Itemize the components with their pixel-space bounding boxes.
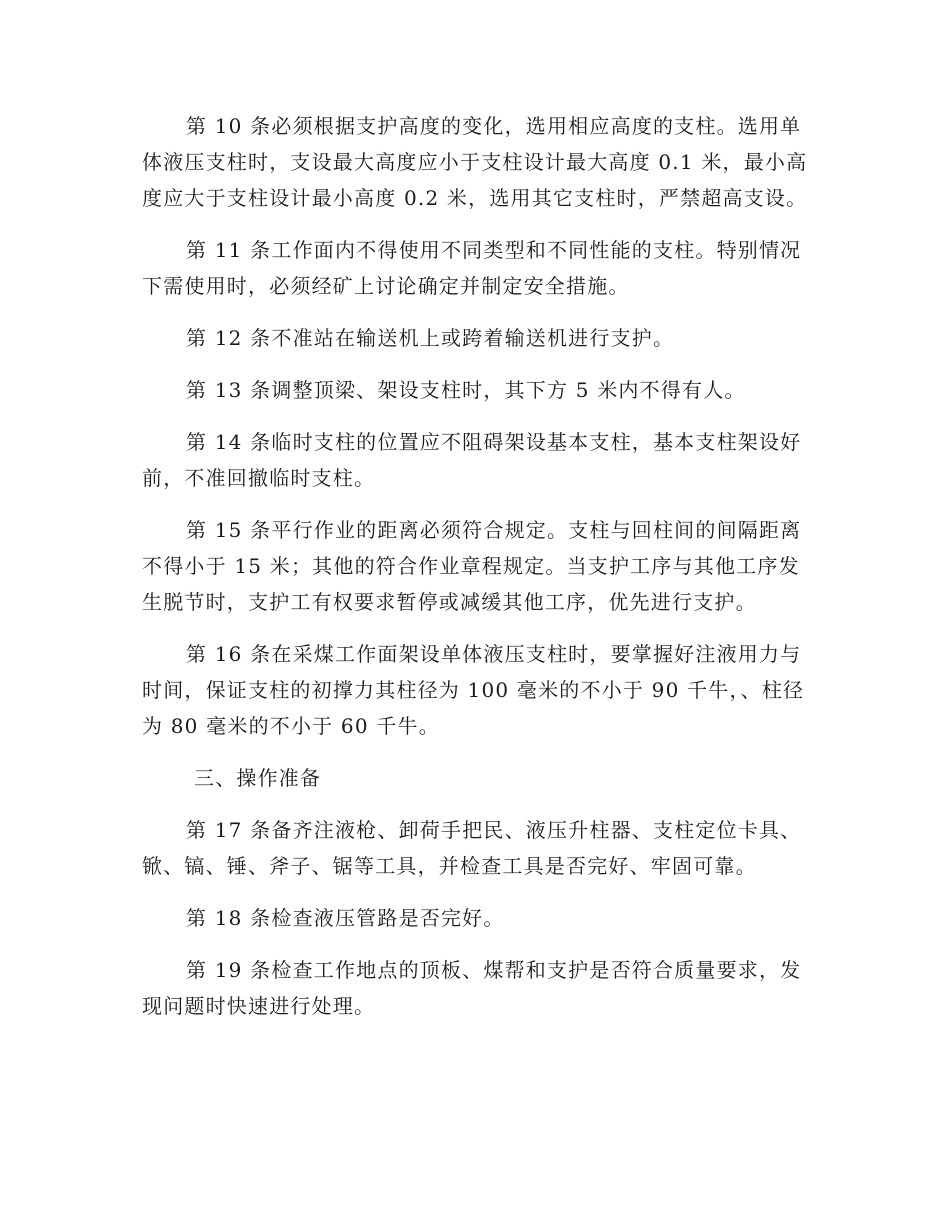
document-body bbox=[142, 108, 808, 1040]
article-11-paragraph: 第 11 条工作面内不得使用不同类型和不同性能的支柱。特别情况下需使用时，必须经矿上讨论确定并制定安全措施。 bbox=[142, 238, 802, 298]
article-19-paragraph: 第 19 条检查工作地点的顶板、煤帮和支护是否符合质量要求，发现问题时快速进行处理。 bbox=[142, 958, 802, 1018]
article-16-paragraph: 第 16 条在采煤工作面架设单体液压支柱时，要掌握好注液用力与时间，保证支柱的初撑力其柱径为 100 毫米的不小于 90 千牛，、柱径为 80 毫米的不小于 60 千牛。 bbox=[142, 642, 805, 738]
article-10-paragraph: 第 10 条必须根据支护高度的变化，选用相应高度的支柱。选用单体液压支柱时，支设最大高度应小于支柱设计最大高度 0.1 米，最小高度应大于支柱设计最小高度 0.2 米，选用其它支柱时，严禁超高支设。 bbox=[142, 114, 808, 210]
article-17-paragraph: 第 17 条备齐注液枪、卸荷手把民、液压升柱器、支柱定位卡具、锨、镐、锤、斧子、锯等工具，并检查工具是否完好、牢固可靠。 bbox=[142, 818, 802, 878]
article-12-paragraph: 第 12 条不准站在输送机上或跨着输送机进行支护。 bbox=[186, 326, 675, 350]
article-13-paragraph: 第 13 条调整顶梁、架设支柱时，其下方 5 米内不得有人。 bbox=[186, 378, 746, 402]
section-heading-operation-prep: 三、操作准备 bbox=[194, 766, 322, 790]
article-14-paragraph: 第 14 条临时支柱的位置应不阻碍架设基本支柱，基本支柱架设好前，不准回撤临时支柱。 bbox=[142, 430, 802, 490]
article-15-paragraph: 第 15 条平行作业的距离必须符合规定。支柱与回柱间的间隔距离不得小于 15 米；其他的符合作业章程规定。当支护工序与其他工序发生脱节时，支护工有权要求暂停或减缓其他工序，优先进行支护。 bbox=[142, 518, 802, 614]
article-18-paragraph: 第 18 条检查液压管路是否完好。 bbox=[186, 906, 505, 930]
